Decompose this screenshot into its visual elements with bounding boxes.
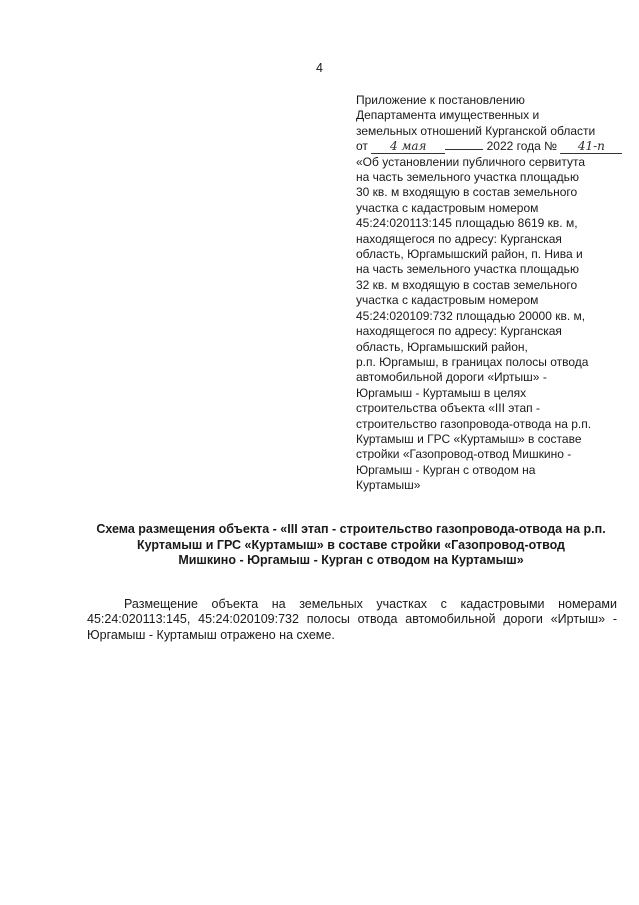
appendix-date-line [356,139,618,154]
handwritten-date: 4 мая [371,139,445,154]
appendix-subject-line: автомобильной дороги «Иртыш» - [356,370,547,385]
appendix-subject-line: «Об установлении публичного сервитута [356,154,585,169]
document-title [75,522,627,569]
appendix-subject-line: участка с кадастровым номером [356,200,539,215]
appendix-block [356,93,618,494]
appendix-subject-line: на часть земельного участка площадью [356,262,579,277]
appendix-subject-line: находящегося по адресу: Курганская [356,231,562,246]
appendix-line: земельных отношений Курганской области [356,123,596,138]
body-paragraph [87,597,617,643]
body-line: Размещение объекта на земельных участках с кадастровыми номерами [124,597,617,611]
appendix-subject-line: находящегося по адресу: Курганская [356,324,562,339]
appendix-subject-line: стройки «Газопровод-отвод Мишкино - [356,447,572,462]
date-prefix: от [356,139,368,154]
appendix-subject-line: 45:24:020113:145 площадью 8619 кв. м, [356,216,578,231]
appendix-subject-line: 45:24:020109:732 площадью 20000 кв. м, [356,308,586,323]
title-line: Куртамыш и ГРС «Куртамыш» в составе стройки «Газопровод-отвод [136,537,565,552]
appendix-subject-line: область, Юргамышский район, п. Нива и [356,247,583,262]
appendix-subject-line: 30 кв. м входящую в состав земельного [356,185,578,200]
handwritten-number: 41-п [560,139,622,154]
title-line: Схема размещения объекта - «III этап - строительство газопровода-отвода на р.п. [96,522,606,536]
appendix-subject-line: участка с кадастровым номером [356,293,539,308]
body-line: Юргамыш - Куртамыш отражено на схеме. [87,627,335,642]
appendix-subject-line: строительство газопровода-отвода на р.п. [356,416,592,431]
appendix-subject-line: строительства объекта «III этап - [356,401,540,416]
page-number: 4 [316,61,323,75]
date-fill-line [445,139,483,150]
body-line: 45:24:020113:145, 45:24:020109:732 полосы отвода автомобильной дороги «Иртыш» - [87,612,617,627]
title-line: Мишкино - Юргамыш - Курган с отводом на Куртамыш» [178,553,524,568]
appendix-subject-line: область, Юргамышский район, [356,339,528,354]
appendix-subject-line: Юргамыш - Курган с отводом на [356,462,536,477]
appendix-subject-line: Юргамыш - Куртамыш в целях [356,385,527,400]
appendix-line: Приложение к постановлению [356,93,525,107]
appendix-subject-line: Куртамыш и ГРС «Куртамыш» в составе [356,431,582,446]
appendix-subject-line: р.п. Юргамыш, в границах полосы отвода [356,354,589,369]
year-text: 2022 года № [486,139,558,154]
appendix-line: Департамента имущественных и [356,108,540,123]
appendix-subject-line: 32 кв. м входящую в состав земельного [356,277,578,292]
appendix-subject-line: на часть земельного участка площадью [356,170,579,185]
appendix-subject-line: Куртамыш» [356,478,421,493]
